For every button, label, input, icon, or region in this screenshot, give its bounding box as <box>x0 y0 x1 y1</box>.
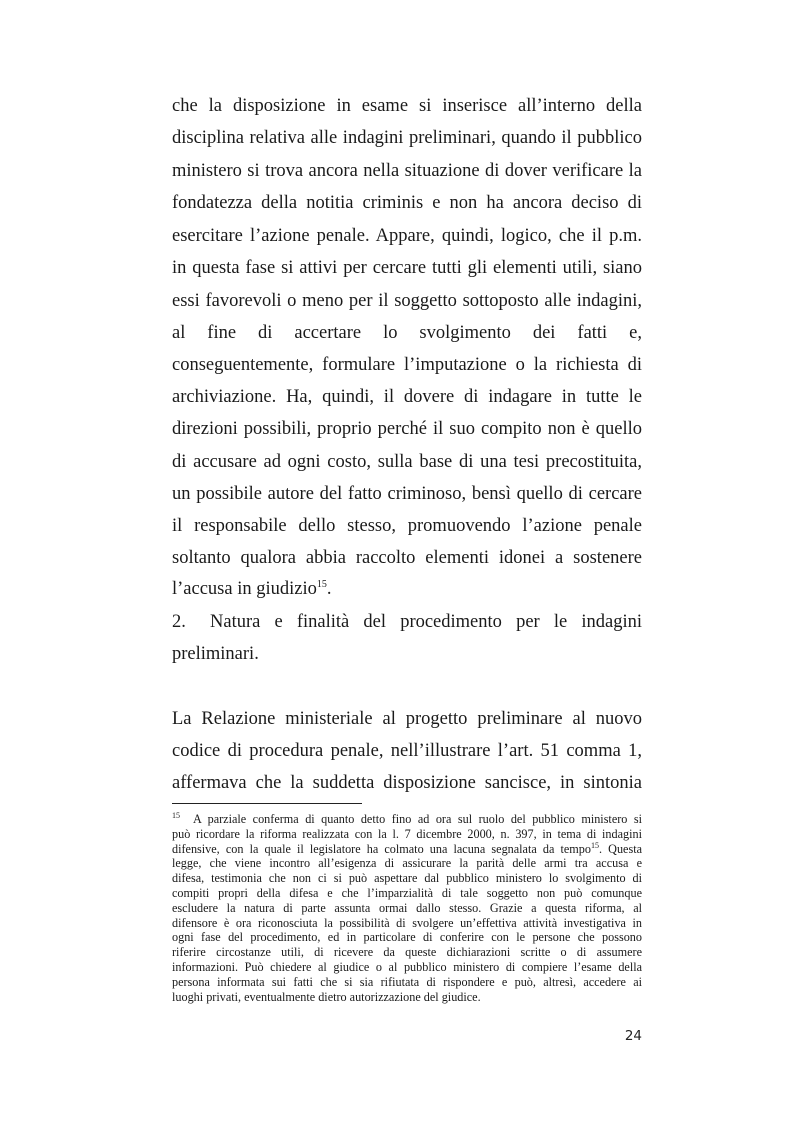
footnote-line: compiti propri della difesa e che l’imparzialità di tale soggetto non può comunque <box>172 886 642 900</box>
footnote-reference: 15 <box>316 578 327 590</box>
body-line: un possibile autore del fatto criminoso, bensì quello di cercare <box>172 484 642 504</box>
footnote-marker: 15 <box>172 810 180 820</box>
body-line: essi favorevoli o meno per il soggetto sottoposto alle indagini, <box>172 291 642 311</box>
body-line: il responsabile dello stesso, promuovendo l’azione penale <box>172 516 642 536</box>
body-line: conseguentemente, formulare l’imputazione o la richiesta di <box>172 355 642 375</box>
footnote-line: può ricordare la riforma realizzata con la l. 7 dicembre 2000, n. 397, in tema di indagini <box>172 826 642 841</box>
body-line: in questa fase si attivi per cercare tutti gli elementi utili, siano <box>172 258 642 278</box>
footnote-line: luoghi privati, eventualmente dietro autorizzazione del giudice. <box>172 989 481 1004</box>
body-line: soltanto qualora abbia raccolto elementi idonei a sostenere <box>172 548 642 568</box>
page-number: 24 <box>624 1028 642 1044</box>
body-line: affermava che la suddetta disposizione sancisce, in sintonia <box>172 773 642 793</box>
footnote-line: escludere la natura di parte assunta ormai dallo stesso. Grazie a questa riforma, al <box>172 900 642 915</box>
footnote-line: ogni fase del procedimento, ed in particolare di conferire con le persone che possono <box>172 930 642 945</box>
footnote-line: difesa, testimonia che non ci si può aspettare dal pubblico ministero lo svolgimento di <box>172 871 642 886</box>
body-last-text: l’accusa in giudizio <box>172 579 317 599</box>
body-last-line: l’accusa in giudizio$^{15}$. <box>172 578 332 599</box>
body-line: ministero si trova ancora nella situazione di dover verificare la <box>172 161 642 181</box>
footnote-line: difensore è ora riconosciuta la possibilità di svolgere un’effettiva attività investigativa in <box>172 915 642 930</box>
footnote-line: informazioni. Può chiedere al giudice o al pubblico ministero di compiere l’esame della <box>172 960 642 974</box>
body-line: esercitare l’azione penale. Appare, quindi, logico, che il p.m. <box>172 226 642 246</box>
body-line: di accusare ad ogni costo, sulla base di una tesi precostituita, <box>172 452 642 472</box>
footnote-line: persona informata sui fatti che si sia rifiutata di rispondere e può, altresì, accedere ai <box>172 974 642 989</box>
body-line: che la disposizione in esame si inserisce all’interno della <box>172 96 642 116</box>
body-line: codice di procedura penale, nell’illustrare l’art. 51 comma 1, <box>172 741 642 761</box>
section-number: 2. <box>172 612 186 632</box>
footnote-inner-reference: 15 <box>590 840 599 850</box>
footnote-line: difensive, con la quale il legislatore ha colmato una lacuna segnalata da tempo$^{15}$. Questa <box>172 840 642 856</box>
body-line: direzioni possibili, proprio perché il suo compito non è quello <box>172 419 642 439</box>
section-heading-line2: preliminari. <box>172 644 259 664</box>
section-heading-line1: Natura e finalità del procedimento per le indagini <box>210 612 642 632</box>
body-line: fondatezza della notitia criminis e non ha ancora deciso di <box>172 193 642 213</box>
section-heading <box>172 611 642 633</box>
body-line: disciplina relativa alle indagini preliminari, quando il pubblico <box>172 128 642 148</box>
body-line: archiviazione. Ha, quindi, il dovere di indagare in tutte le <box>172 387 642 407</box>
body-line: La Relazione ministeriale al progetto preliminare al nuovo <box>172 709 642 729</box>
body-line: al fine di accertare lo svolgimento dei fatti e, <box>172 323 642 343</box>
footnote-line: legge, che viene incontro all’esigenza di assicurare la parità delle armi tra accusa e <box>172 856 642 871</box>
footnote-line: riferire circostanze utili, di ricevere da queste dichiarazioni scritte o di assumere <box>172 945 642 960</box>
footnote-line: $^{15}$ A parziale conferma di quanto detto fino ad ora sul ruolo del pubblico ministero si <box>172 810 643 826</box>
footnote-separator <box>172 803 362 804</box>
